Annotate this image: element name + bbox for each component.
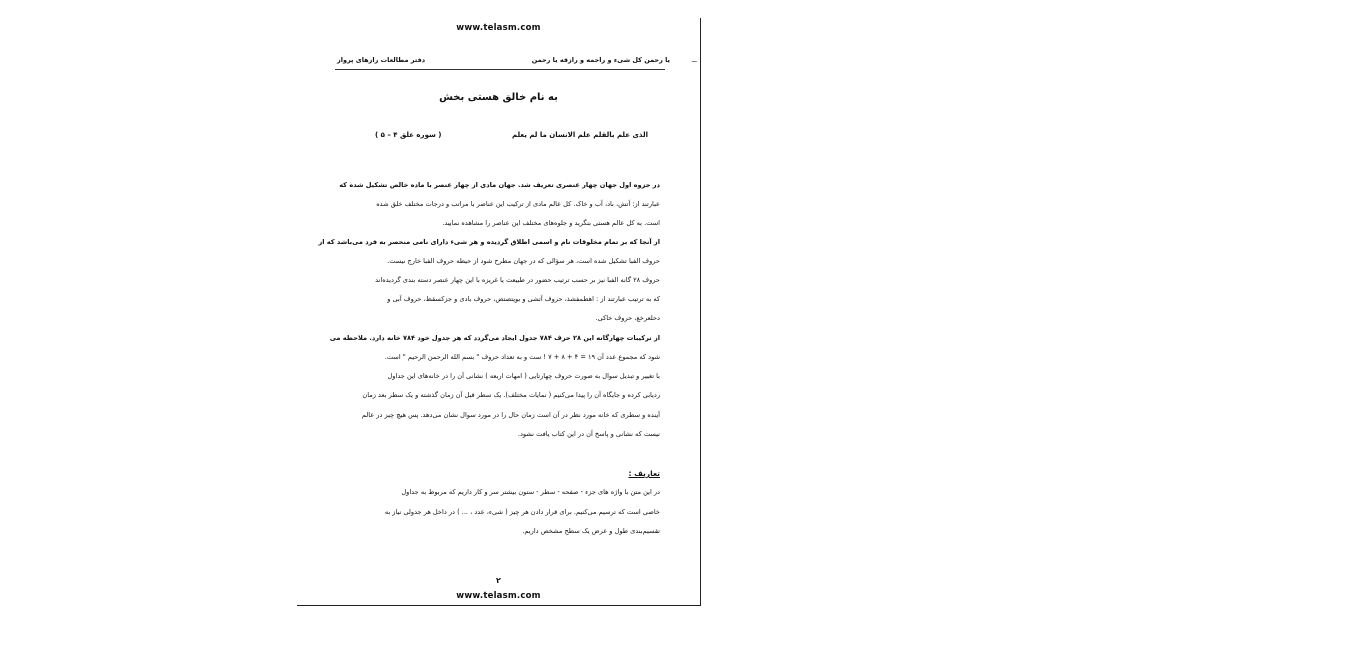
- verse-reference: ( سوره علق ۴ – ۵ ): [375, 131, 442, 139]
- paragraph-line: نیست که نشانی و پاسخ آن در این کتاب یافت نشود.: [517, 430, 660, 438]
- section-title: تعاریف :: [628, 469, 660, 478]
- paragraph-line: است. به کل عالم هستی بنگرید و جلوه‌های مختلف این عناصر را مشاهده نمایید.: [442, 219, 660, 227]
- paragraph-line: دحلعرخغ، حروف خاکی.: [595, 314, 660, 322]
- page-number: ۲: [496, 576, 501, 585]
- paragraph-line: شود که مجموع عدد آن ۱۹ = ۴ + ۸ + ۷ ! ست و به تعداد حروف " بسم الله الرحمن الرحیم " است.: [384, 353, 660, 361]
- definition-line: در این متن با واژه های جزء - صفحه - سطر - ستون بیشتر سر و کار داریم که مربوط به جداول: [401, 488, 660, 496]
- header-left-text: دفتر مطالعات رازهای پرواز: [337, 56, 426, 64]
- paragraph-line: حروف الفبا تشکیل شده است، هر سؤالی که در جهان مطرح شود از حیطه حروف الفبا خارج نیست.: [387, 257, 660, 265]
- document-page: [297, 18, 701, 606]
- site-url-bottom: www.telasm.com: [456, 591, 541, 601]
- page-title: به نام خالق هستی بخش: [439, 92, 558, 103]
- paragraph-line: در جزوه اول جهان چهار عنصری تعریف شد. جهان مادی از چهار عنصر با ماده خالص تشکیل شده که: [339, 181, 660, 189]
- verse-text: الذی علم بالقلم علم الانسان ما لم یعلم: [511, 131, 648, 139]
- definition-line: تقسیم‌بندی طول و عرض یک سطح مشخص داریم.: [522, 527, 660, 535]
- paragraph-line: عبارتند از: آتش، باد، آب و خاک. کل عالم مادی از ترکیب این عناصر با مراتب و درجات مختلف خلق شده: [376, 200, 660, 208]
- definition-line: خاصی است که ترسیم می‌کنیم. برای قرار دادن هر چیز ( شیء، عدد ، ... ) در داخل هر جدولی نیاز به: [384, 508, 660, 516]
- paragraph-line: آینده و سطری که خانه مورد نظر در آن است زمان حال را در مورد سوال نشان می‌دهد. پس هیچ چیز در عالم: [361, 411, 660, 419]
- header-divider: [335, 69, 665, 70]
- paragraph-line: ردیابی کرده و جایگاه آن را پیدا می‌کنیم ( نمایات مختلف). یک سطر قبل آن زمان گذشته و یک سطر بعد زمان: [362, 391, 660, 399]
- paragraph-line: از آنجا که بر تمام مخلوقات نام و اسمی اطلاق گردیده و هر شیء دارای نامی منحصر به فرد می‌باشد که از: [318, 238, 660, 246]
- site-url-top: www.telasm.com: [456, 23, 541, 33]
- paragraph-line: حروف ۲۸ گانه الفبا نیز بر حسب ترتیب حضور در طبیعت یا غریزه با این چهار عنصر دسته بندی گردیده‌اند: [375, 276, 660, 284]
- header-right-text: یا رحمن کل شیء و راحمه و رازقه یا رحمن: [531, 56, 670, 64]
- paragraph-line: که به ترتیب عبارتند از : اهطمفشذ، حروف آتشی و بویتصتض، حروف بادی و جزکسقظ، حروف آبی و: [387, 295, 660, 303]
- paragraph-line: از ترکیبات چهارگانه این ۲۸ حرف ۷۸۴ جدول ایجاد می‌گردد که هر جدول خود ۷۸۴ خانه دارد. ملاحظه می‌: [329, 334, 660, 342]
- paragraph-line: با تغییر و تبدیل سوال به صورت حروف چهارتایی ( امهات اربعه ) نشانی آن را در خانه‌های این جداول: [387, 372, 660, 380]
- edge-mark: ~: [691, 57, 698, 66]
